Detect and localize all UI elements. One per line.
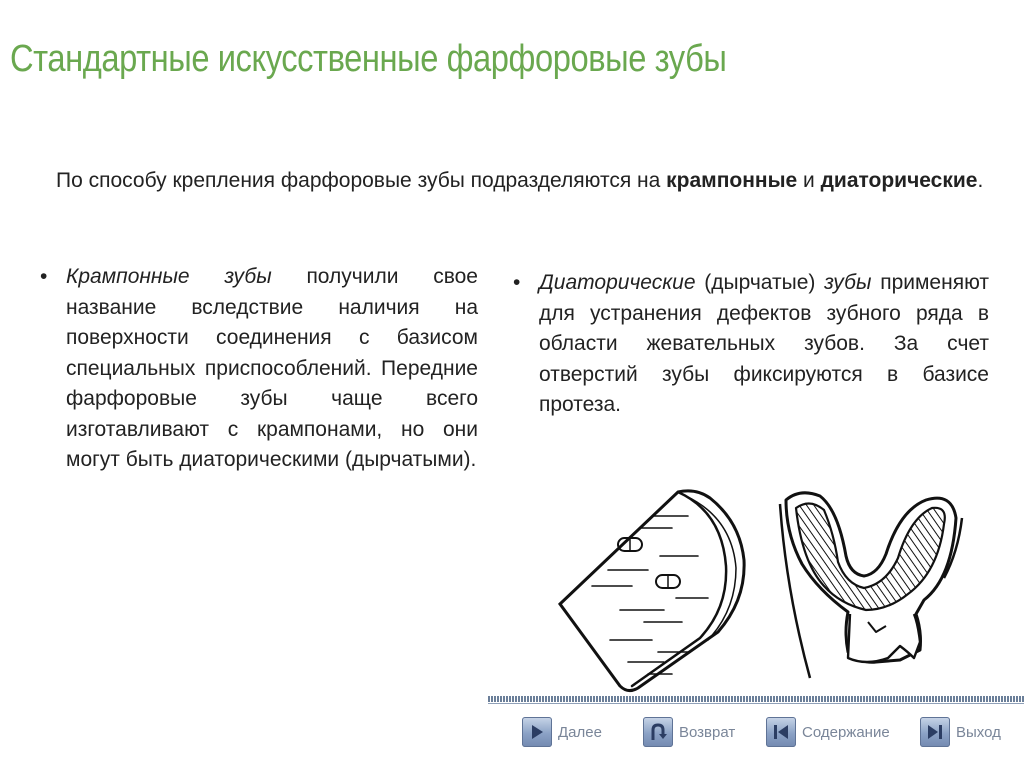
- back-label: Возврат: [679, 723, 736, 741]
- tooth-illustrations: [548, 482, 978, 694]
- u-turn-icon: [643, 717, 673, 747]
- next-label: Далее: [558, 723, 602, 741]
- exit-button[interactable]: [920, 716, 1001, 748]
- crampon-description: получили свое название вследствие наличия на поверхности соединения с базисом специальных приспособлений. Передние фарфоровые зубы чаще всего изготавливают с крампонами, но они могут быть диаторическими (дырчатыми).: [66, 265, 478, 471]
- play-right-icon: [522, 717, 552, 747]
- left-bullet-block: [40, 262, 478, 476]
- diatoric-tooth-drawing: [560, 491, 744, 691]
- left-bullet-text: [66, 262, 478, 476]
- contents-button[interactable]: [766, 716, 890, 748]
- bullet-marker: •: [513, 271, 521, 294]
- bullet-marker: •: [40, 265, 48, 288]
- contents-label: Содержание: [802, 723, 890, 741]
- exit-label: Выход: [956, 723, 1001, 741]
- diatoric-term: Диаторические: [539, 271, 696, 294]
- diatoric-term-teeth: зубы: [824, 271, 872, 294]
- page-title: Стандартные искусственные фарфоровые зубы: [10, 38, 727, 80]
- diatoric-parenthetical: (дырчатые): [695, 271, 825, 294]
- skip-forward-icon: [920, 717, 950, 747]
- next-button[interactable]: [522, 716, 602, 748]
- tooth-cross-section-drawing: [780, 493, 962, 678]
- right-bullet-block: [513, 268, 989, 421]
- right-bullet-text: [539, 268, 989, 421]
- back-button[interactable]: [643, 716, 735, 748]
- crampon-term: Крампонные зубы: [66, 265, 272, 288]
- intro-bold-crampon: крампонные: [666, 169, 798, 192]
- diatoric-description: применяют для устранения дефектов зубного ряда в области жевательных зубов. За счет отверстий зубы фиксируются в базисе протеза.: [539, 271, 989, 416]
- intro-bold-diatoric: диаторические: [820, 169, 978, 192]
- intro-text-before: По способу крепления фарфоровые зубы подразделяются на: [56, 169, 667, 192]
- intro-text-mid: и: [797, 169, 821, 192]
- skip-back-icon: [766, 717, 796, 747]
- intro-paragraph: [56, 166, 996, 196]
- nav-divider-line: [488, 696, 1024, 702]
- intro-text-after: .: [977, 169, 984, 192]
